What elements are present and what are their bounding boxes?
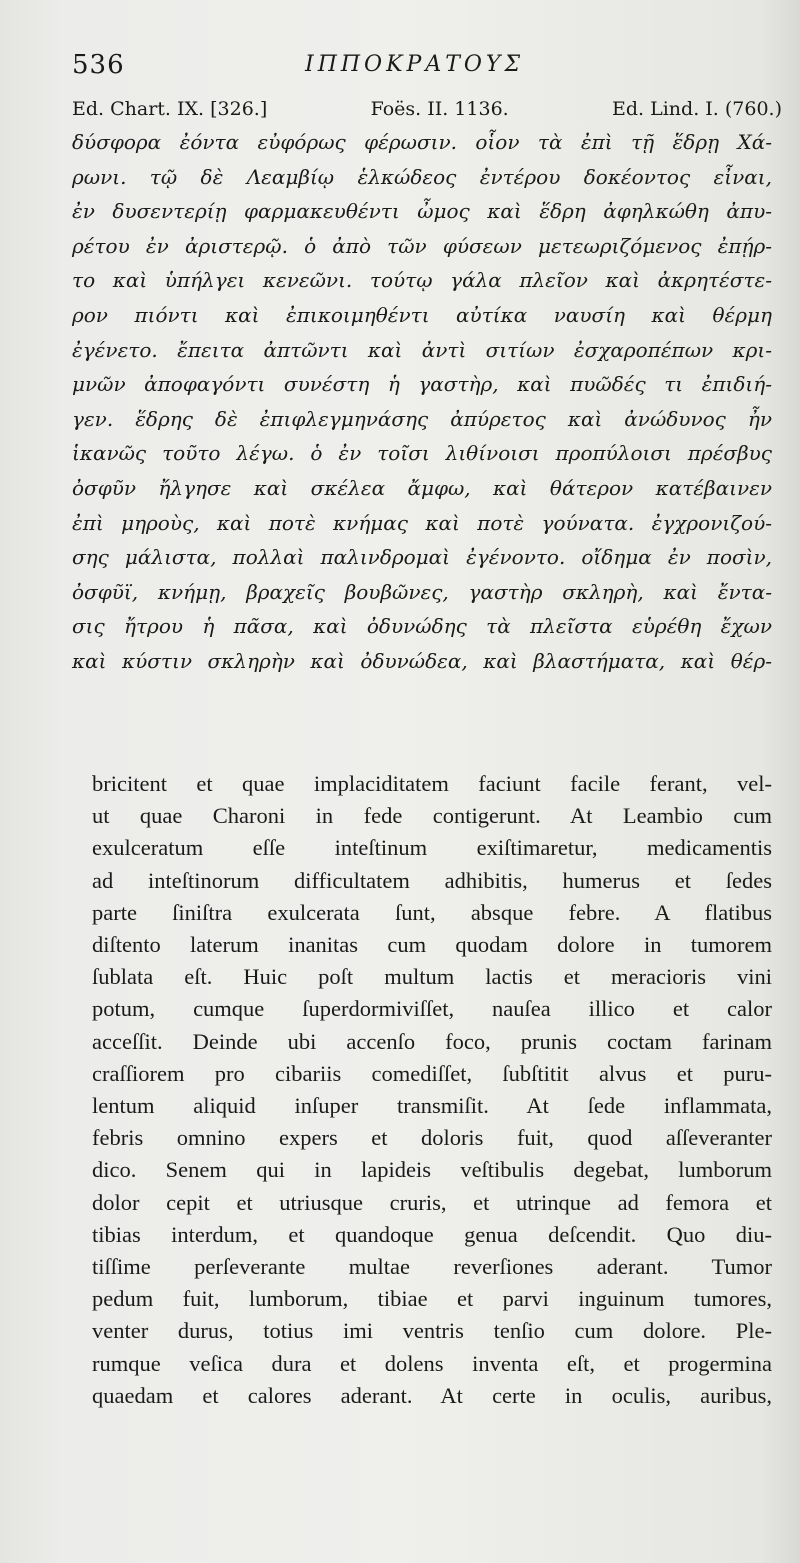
latin-line: ſublata eſt. Huic poſt multum lactis et meracioris vini xyxy=(92,964,772,990)
greek-line: ὀσφῦν ἤλγησε καὶ σκέλεα ἄμφω, καὶ θάτερον κατέβαινεν xyxy=(72,475,772,500)
greek-line: καὶ κύστιν σκληρὴν καὶ ὀδυνώδεα, καὶ βλαστήματα, καὶ θέρ- xyxy=(72,648,772,673)
latin-line: febris omnino expers et doloris fuit, quod aſſeveranter xyxy=(92,1125,772,1151)
greek-line: ὀσφῦϊ, κνήμῃ, βραχεῖς βουβῶνες, γαστὴρ σκληρὴ, καὶ ἔντα- xyxy=(72,579,772,604)
latin-line: acceſſit. Deinde ubi accenſo foco, prunis coctam farinam xyxy=(92,1028,772,1054)
page-number: 536 xyxy=(72,50,125,80)
greek-line: δύσφορα ἐόντα εὐφόρως φέρωσιν. οἷον τὰ ἐπὶ τῇ ἕδρῃ Χά- xyxy=(72,130,772,154)
latin-line: lentum aliquid inſuper transmiſit. At ſede inflammata, xyxy=(92,1093,772,1119)
latin-line: dico. Senem qui in lapideis veſtibulis degebat, lumborum xyxy=(92,1157,772,1183)
greek-line: γεν. ἕδρης δὲ ἐπιφλεγμηνάσης ἀπύρετος καὶ ἀνώδυνος ἦν xyxy=(72,406,772,431)
latin-line: exulceratum eſſe inteſtinum exiſtimaretur, medicamentis xyxy=(92,835,772,861)
greek-line: ἐπὶ μηροὺς, καὶ ποτὲ κνήμας καὶ ποτὲ γούνατα. ἐγχρονιζού- xyxy=(72,510,772,535)
greek-line: ρον πιόντι καὶ ἐπικοιμηθέντι αὐτίκα ναυσίη καὶ θέρμη xyxy=(72,302,772,327)
greek-line: ἐγένετο. ἔπειτα ἀπτῶντι καὶ ἀντὶ σιτίων ἐσχαροπέπων κρι- xyxy=(72,337,772,362)
greek-line: ἐν δυσεντερίῃ φαρμακευθέντι ὦμος καὶ ἕδρη ἀφηλκώθη ἀπυ- xyxy=(72,199,772,224)
edition-lind-ref: Ed. Lind. I. (760.) xyxy=(612,98,782,120)
greek-text-block xyxy=(72,125,772,679)
latin-line: pedum fuit, lumborum, tibiae et parvi inguinum tumores, xyxy=(92,1286,772,1312)
greek-line: σις ἤτρου ἡ πᾶσα, καὶ ὀδυνώδης τὰ πλεῖστα εὑρέθη ἔχων xyxy=(72,614,772,639)
latin-line: venter durus, totius imi ventris tenſio cum dolore. Ple- xyxy=(92,1318,772,1344)
edition-foes-ref: Foës. II. 1136. xyxy=(370,98,509,120)
latin-line: craſſiorem pro cibariis comediſſet, ſubſtitit alvus et puru- xyxy=(92,1060,772,1086)
greek-line: ἱκανῶς τοῦτο λέγω. ὁ ἐν τοῖσι λιθίνοισι προπύλοισι πρέσβυς xyxy=(72,441,772,466)
latin-line: bricitent et quae implaciditatem faciunt facile ferant, vel- xyxy=(92,771,772,796)
greek-line: το καὶ ὑπήλγει κενεῶνι. τούτῳ γάλα πλεῖον καὶ ἀκρητέστε- xyxy=(72,268,772,293)
latin-line: potum, cumque ſuperdormiviſſet, nauſea illico et calor xyxy=(92,996,772,1022)
greek-line: σης μάλιστα, πολλαὶ παλινδρομαὶ ἐγένοντο. οἴδημα ἐν ποσὶν, xyxy=(72,545,772,570)
latin-line: quaedam et calores aderant. At certe in oculis, auribus, xyxy=(92,1382,772,1408)
greek-line: μνῶν ἀποφαγόντι συνέστη ἡ γαστὴρ, καὶ πυῶδές τι ἐπιδιή- xyxy=(72,372,772,397)
latin-text-block xyxy=(92,768,772,1412)
running-title: ΙΠΠΟΚΡΑΤΟΥΣ xyxy=(305,52,525,77)
greek-line: ρέτου ἐν ἀριστερῷ. ὁ ἀπὸ τῶν φύσεων μετεωριζόμενος ἐπῄρ- xyxy=(72,233,772,258)
edition-chart-ref: Ed. Chart. IX. [326.] xyxy=(72,98,268,120)
latin-line: dolor cepit et utriusque cruris, et utrinque ad femora et xyxy=(92,1189,772,1215)
edition-references xyxy=(72,98,782,120)
latin-line: ut quae Charoni in fede contigerunt. At Leambio cum xyxy=(92,803,772,829)
latin-line: rumque veſica dura et dolens inventa eſt, et progermina xyxy=(92,1350,772,1376)
latin-line: tibias interdum, et quandoque genua deſcendit. Quo diu- xyxy=(92,1221,772,1247)
latin-line: diſtento laterum inanitas cum quodam dolore in tumorem xyxy=(92,932,772,958)
greek-line: ρωνι. τῷ δὲ Λεαμβίῳ ἑλκώδεος ἐντέρου δοκέοντος εἶναι, xyxy=(72,164,772,189)
latin-line: tiſſime perſeverante multae reverſiones aderant. Tumor xyxy=(92,1254,772,1280)
latin-line: ad inteſtinorum difficultatem adhibitis, humerus et ſedes xyxy=(92,867,772,893)
latin-line: parte ſiniſtra exulcerata ſunt, absque febre. A flatibus xyxy=(92,899,772,925)
